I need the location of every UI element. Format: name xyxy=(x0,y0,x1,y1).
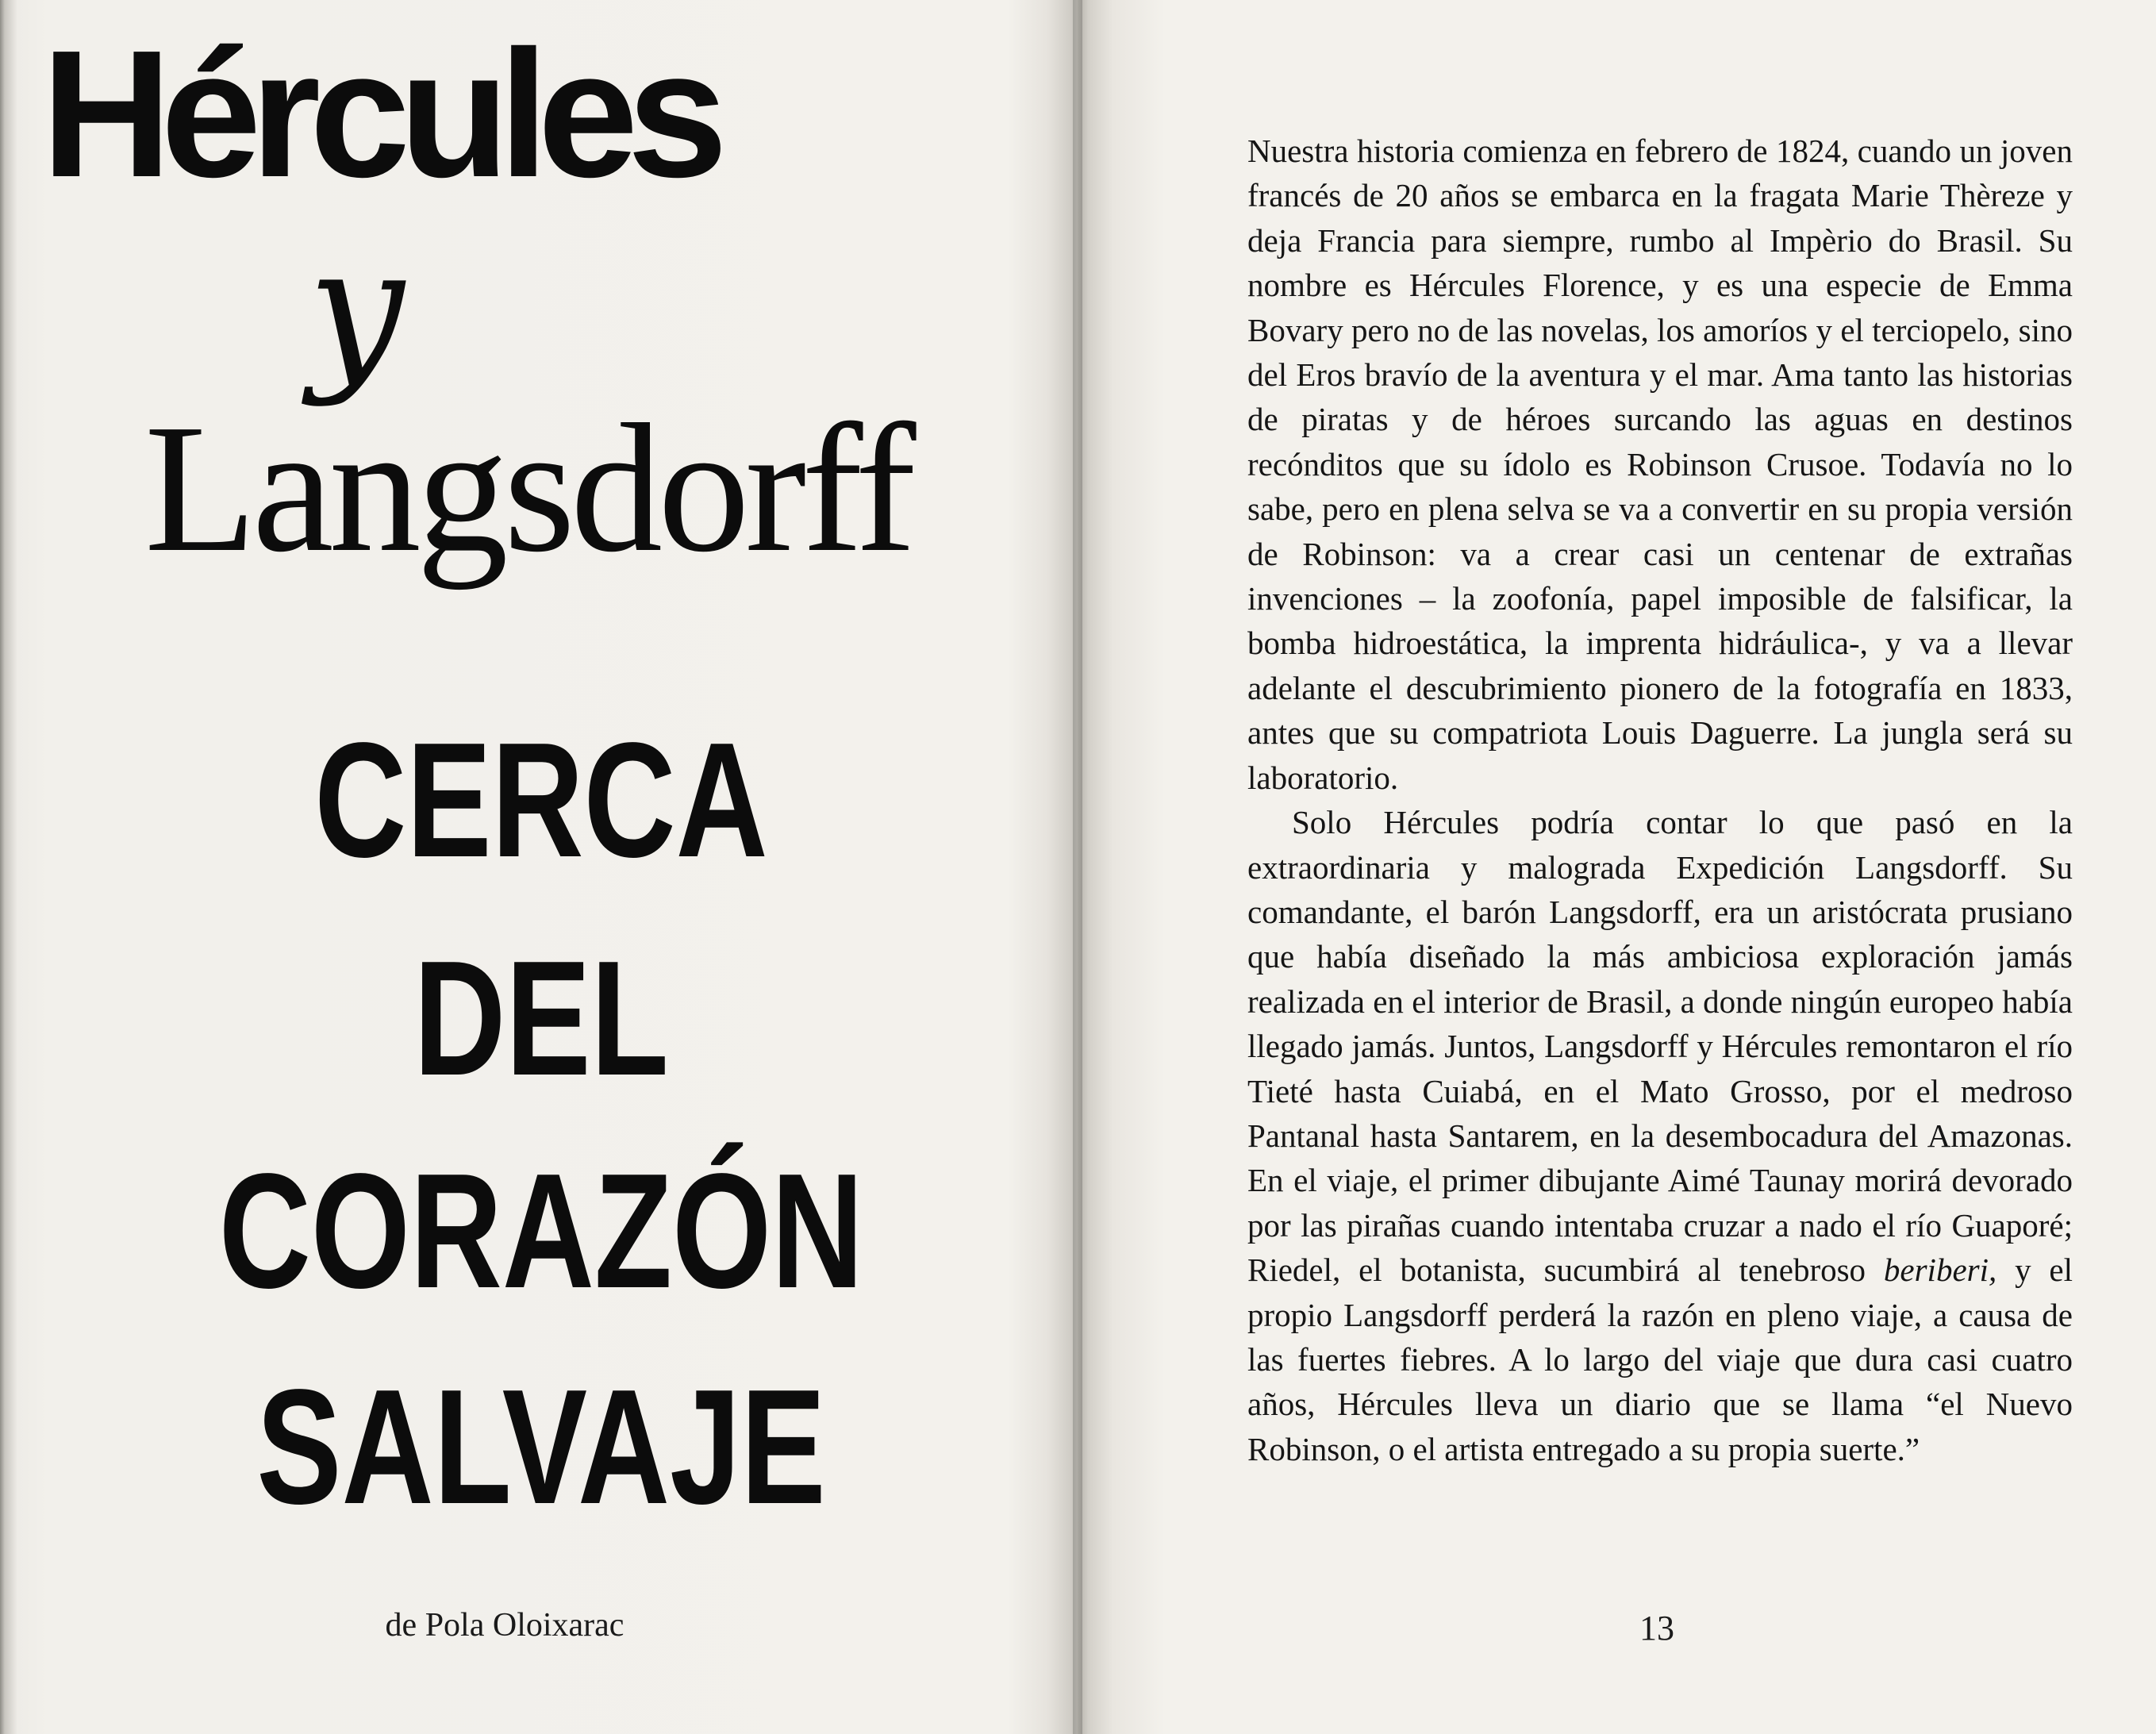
title-conjunction: y xyxy=(308,210,405,409)
paragraph-2-text-a: Solo Hércules podría contar lo que pasó en la extraordinaria y malograda Expedición Langsdorff. Su comandante, el barón Langsdorff, era un aristócrata prusiano que había diseñado la más ambiciosa exploración jamás realizada en el interior de Brasil, a donde ningún europeo había llegado jamás. Juntos, Langsdorff y Hércules remontaron el río Tieté hasta Cuiabá, en el Mato Grosso, por el medroso Pantanal hasta Santarem, en la desembocadura del Amazonas. En el viaje, el primer dibujante Aimé Taunay morirá devorado por las pirañas cuando intentaba cruzar a nado el río Guaporé; Riedel, el botanista, sucumbirá al tenebroso xyxy=(1247,804,2073,1289)
author-credit: de Pola Oloixarac xyxy=(385,1607,625,1644)
paragraph-1: Nuestra historia comienza en febrero de 1824, cuando un joven francés de 20 años se embarca en la fragata Marie Thèreze y deja Francia para siempre, rumbo al Impèrio do Brasil. Su nombre es Hércules Florence, y es una especie de Emma Bovary pero no de las novelas, los amoríos y el terciopelo, sino del Eros bravío de la aventura y el mar. Ama tanto las historias de piratas y de héroes surcando las aguas en destinos recónditos que su ídolo es Robinson Crusoe. Todavía no lo sabe, pero en plena selva se va a convertir en su propia versión de Robinson: va a crear casi un centenar de extrañas invenciones – la zoofonía, papel imposible de falsificar, la bomba hidroestática, la imprenta hidráulica-, y va a llevar adelante el descubrimiento pionero de la fotografía en 1833, antes que su compatriota Louis Daguerre. La jungla será su laboratorio. xyxy=(1247,133,2073,796)
paragraph-2-text-b: y el propio Langsdorff perderá la razón en pleno viaje, a causa de las fuertes fiebres. A lo largo del viaje que dura casi cuatro años, Hércules lleva un diario que se llama “el Nuevo Robinson, o el artista entregado a su propia suerte.” xyxy=(1247,1251,2073,1467)
headline-line-2: DEL xyxy=(413,927,669,1109)
headline-line-3: CORAZÓN xyxy=(218,1140,864,1322)
headline-line-4: SALVAJE xyxy=(256,1355,826,1538)
body-text xyxy=(1247,129,2073,1471)
headline-line-1: CERCA xyxy=(314,709,768,891)
paragraph-2 xyxy=(1247,800,2073,1471)
page-number: 13 xyxy=(1639,1609,1674,1647)
title-hercules: Hércules xyxy=(41,13,717,215)
paragraph-2-italic: beriberi, xyxy=(1883,1251,1997,1289)
title-langsdorff: Langsdorff xyxy=(144,386,912,590)
book-gutter xyxy=(1073,0,1082,1734)
